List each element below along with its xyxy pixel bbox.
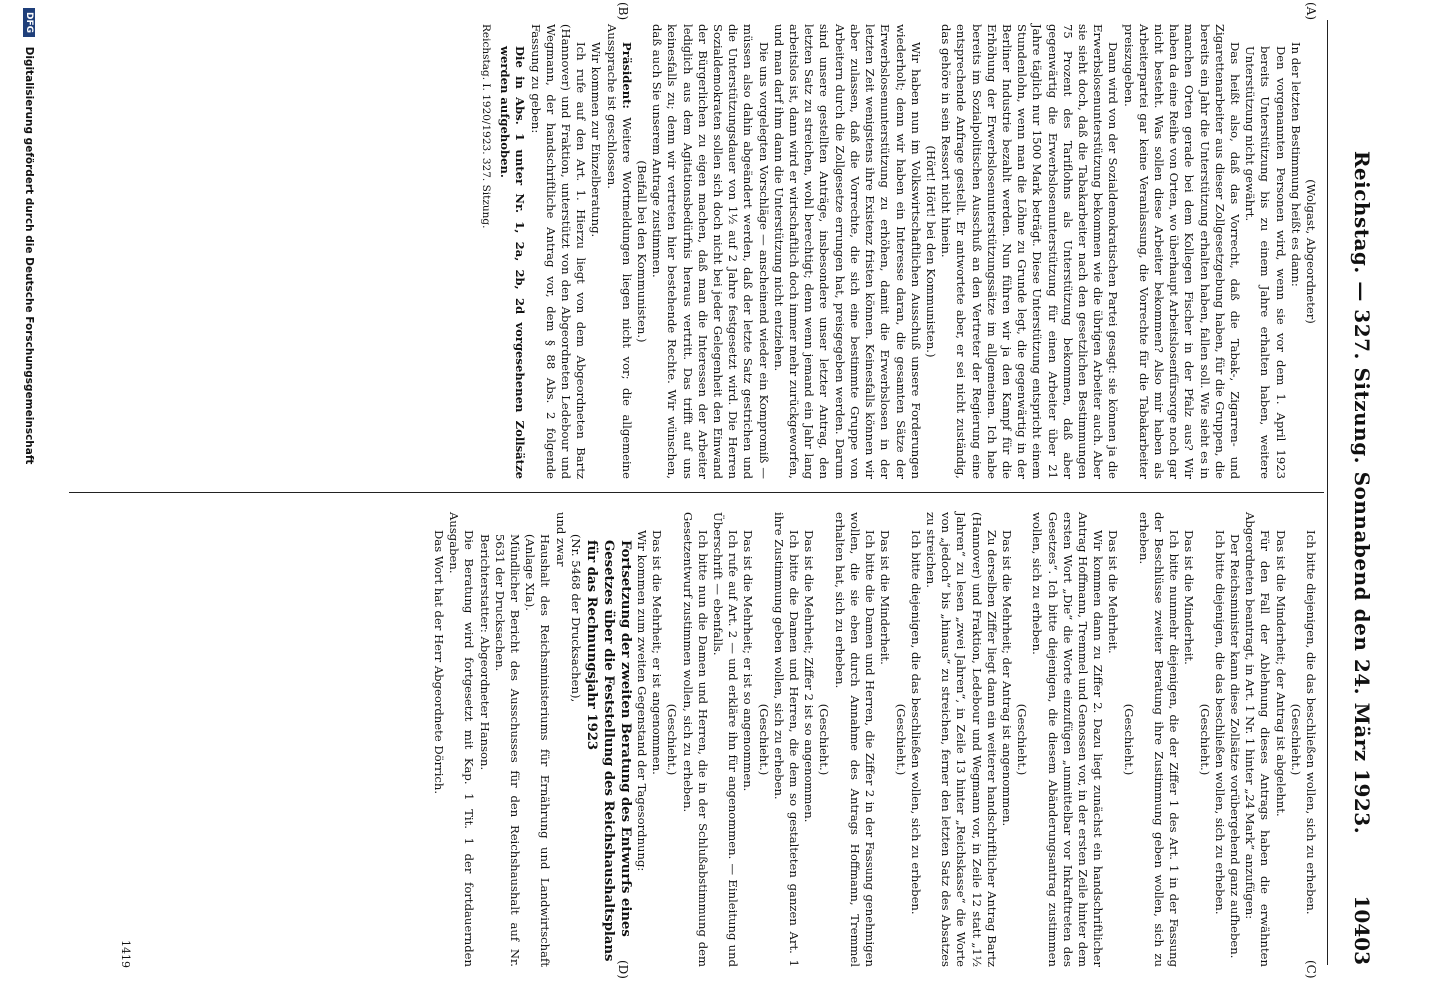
header-page-number: 10403 xyxy=(1350,895,1374,965)
paragraph: Das heißt also, daß das Vorrecht, daß die Tabak-, Zigarren- und Zigarettenarbeiter aus dieser Zollgesetzgebung haben, für die Gruppen, die bereits ein Jahr die Unterstützung erhalten haben, fallen soll. Wie sieht es in manchen Orten gerade bei dem Kollegen Fischer in der Pfalz aus? Wir haben da eine Reihe von Orten, wo überhaupt Arbeitslosenfürsorge noch gar nicht besteht. Was sollen diese Arbeiter bekommen? Also mir haben als Arbeiterpartei gar keine Veranlassung, die Vorrechte für die Tabakarbeiter preiszugeben. xyxy=(1121,24,1242,479)
column-divider xyxy=(69,492,1324,493)
right-column xyxy=(431,512,1318,967)
page-header xyxy=(1340,20,1380,965)
quotation: Den vorgenannten Personen wird, wenn sie vor dem 1. April 1923 bereits Unterstützung bis zu einem Jahre erhalten haben, weitere Unterstützung nicht gewährt. xyxy=(1243,46,1288,479)
paragraph: Dann wird von der Sozialdemokratischen Partei gesagt: sie können ja die Erwerbslosenunterstützung bekommen wie die übrigen Arbeiter auch. Aber sie sieht doch, daß die Tabakarbeiter nach den gesetzlichen Bestimmungen 75 Prozent des Tariflohns als Unterstützung bekommen, daß aber gegenwärtig die Erwerbslosenunterstützung für einen Arbeiter über 21 Jahre täglich nur 1500 Mark beträgt. Diese Unterstützung entspricht einem Stundenlohn, wenn man die Löhne zu Grunde legt, die gegenwärtig in der Berliner Industrie bezahlt werden. Nun führen wir ja den Kampf für die Erhöhung der Erwerbslosenunterstützungssätze im allgemeinen. Ich habe bereits im Sozialpolitischen Ausschuß an den Vertreter der Regierung eine entsprechende Anfrage gestellt. Er antwortete aber, er sei nicht zuständig, das gehöre in sein Ressort nicht hinein. xyxy=(939,24,1121,479)
paragraph: Das ist die Minderheit. xyxy=(1182,530,1197,665)
sheet-number: 1419 xyxy=(119,940,132,968)
remark: (Geschieht.) xyxy=(1121,703,1136,776)
interjection: (Hört! Hört! bei den Kommunisten.) xyxy=(923,145,938,358)
paragraph: und zwar xyxy=(553,512,568,567)
paragraph: Das ist die Minderheit; der Antrag ist abgelehnt. xyxy=(1273,530,1288,817)
remark: (Geschieht.) xyxy=(893,703,908,776)
paragraph: Ich bitte die Damen und Herren, die dem so gestalteten ganzen Art. 1 ihre Zustimmung geben wollen, sich zu erheben. xyxy=(771,512,802,967)
speaker-name: Präsident: xyxy=(619,42,634,109)
header-title: Reichstag. — 327. Sitzung. Sonnabend den 24. März 1923. xyxy=(1350,150,1374,835)
left-column xyxy=(478,24,1318,479)
paragraph: Ich rufe auf Art. 2 — und erkläre ihn für angenommen. — Einleitung und Überschrift — ebenfalls. xyxy=(711,512,741,967)
paragraph: Ich bitte nun die Damen und Herren, die in der Schlußabstimmung dem Gesetzentwurf zustimmen wollen, sich zu erheben. xyxy=(680,512,710,967)
paragraph: Ich bitte nunmehr diejenigen, die der Ziffer 1 des Art. 1 in der Fassung der Beschlüsse zweiter Beratung ihre Zustimmung geben wollen, sich zu erheben. xyxy=(1136,512,1182,967)
paragraph: Ich rufe auf den Art. 1. Hierzu liegt von dem Abgeordneten Bartz (Hannover) und Fraktion, unterstützt von den Abgeordneten Ledebour und Wegmann, der handschriftliche Antrag vor, dem § 88 Abs. 2 folgende Fassung zu geben: xyxy=(528,24,589,479)
remark: (Geschieht.) xyxy=(756,703,771,776)
paragraph: Wir haben nun im Volkswirtschaftlichen Ausschuß unsere Forderungen wiederholt; denn wir haben ein Interesse daran, die gesamten Sätze der Erwerbslosenunterstützung zu erhöhen, damit die Erwerbslosen in der letzten Zeit wenigstens ihre Existenz fristen können. Keinesfalls können wir aber zulassen, daß die Vorrechte, die sich eine bestimmte Gruppe von Arbeitern durch die Zollgesetze errungen hat, preisgegeben werden. Darum sind unsere gestellten Anträge, insbesondere unser letzter Antrag, den letzten Satz zu streichen, wohl berechtigt; denn wenn jemand ein Jahr lang arbeitslos ist, dann wird er wirtschaftlich doch immer mehr zurückgeworfen, und man darf ihm dann die Unterstützung nicht entziehen. xyxy=(771,24,923,479)
digitization-credit xyxy=(13,0,35,985)
paragraph: Für den Fall der Ablehnung dieses Antrags haben die erwähnten Abgeordneten beantragt, in Art. 1 Nr. 1 hinter „24 Mark“ anzufügen: xyxy=(1243,512,1273,967)
agenda-reference: (Nr. 5468 der Drucksachen), xyxy=(568,534,583,703)
paragraph: Das ist die Mehrheit. xyxy=(1106,530,1121,654)
paragraph: Das ist die Mehrheit; der Antrag ist angenommen. xyxy=(999,530,1014,827)
agenda-item: Mündlicher Bericht des Ausschusses für den Reichshaushalt auf Nr. 5631 der Drucksachen. xyxy=(492,534,523,967)
paragraph: Das ist die Mehrheit; Ziffer 2 ist so angenommen. xyxy=(802,530,817,823)
paragraph: Das Wort hat der Herr Abgeordnete Dörrich. xyxy=(432,530,447,795)
paragraph: Zu derselben Ziffer liegt dann ein weiterer handschriftlicher Antrag Bartz (Hannover) und Fraktion, Ledebour und Wegmann vor, in Zeile 12 statt „1½ Jahren“ zu lesen „zwei Jahren“, in Zeile 13 hinter „Reichskasse“ die Worte von „jedoch“ bis „hinaus“ zu streichen, ferner den letzten Satz des Absatzes zu streichen. xyxy=(923,512,999,967)
president-paragraph xyxy=(603,24,633,479)
remark: (Geschieht.) xyxy=(665,703,680,776)
paragraph: Ich bitte diejenigen, die das beschließen wollen, sich zu erheben. xyxy=(1212,530,1227,915)
speaker-line: (Wolgast, Abgeordneter) xyxy=(1304,179,1318,324)
motion-text: Die in Abs. 1 unter Nr. 1, 2a, 2b, 2d vorgesehenen Zollsätze werden aufgehoben. xyxy=(498,46,528,479)
quotation: Der Reichsminister kann diese Zollsätze vorübergehend ganz aufheben. xyxy=(1227,534,1242,959)
header-rule xyxy=(1327,20,1328,965)
paragraph: Das ist die Minderheit. xyxy=(878,530,893,665)
margin-marker-c: (C) xyxy=(1304,960,1318,979)
agenda-item: Haushalt des Reichsministeriums für Ernährung und Landwirtschaft (Anlage XIa). xyxy=(523,534,553,967)
paragraph: Das ist die Mehrheit; er ist angenommen. xyxy=(650,530,665,775)
remark: (Geschieht.) xyxy=(817,703,832,776)
paragraph: Die uns vorgelegten Vorschläge — anscheinend wieder ein Kompromiß — müssen also dahin abgeändert werden, daß der letzte Satz gestrichen und die Unterstützungsdauer von 1½ auf 2 Jahre festgesetzt wird. Die Herren Sozialdemokraten sollen sich doch nicht bei jeder Gelegenheit den Einwand der Bürgerlichen zu eigen machen, daß man die Interessen der Arbeiter lediglich aus dem Agitationsbedürfnis heraus vertritt. Das trifft auf uns keinesfalls zu; denn wir vertreten hier bestehende Rechte. Wir wünschen, daß auch Sie unserem Antrage zustimmen. xyxy=(650,24,771,479)
margin-marker-b: (B) xyxy=(616,2,630,21)
paragraph: Ich bitte diejenigen, die das beschließen wollen, sich zu erheben. xyxy=(1304,530,1318,915)
paragraph: Ich bitte diejenigen, die das beschließen wollen, sich zu erheben. xyxy=(908,530,923,915)
paragraph: Wir kommen dann zu Ziffer 2. Dazu liegt zunächst ein handschriftlicher Antrag Hoffmann, Tremmel und Genossen vor, in der ersten Zeile hinter dem ersten Wort „Die“ die Worte einzufügen „unmittelbar vor Inkrafttreten des Gesetzes“. Ich bitte diejenigen, die diesem Abänderungsantrag zustimmen wollen, sich zu erheben. xyxy=(1030,512,1106,967)
agenda-title: Fortsetzung der zweiten Beratung des Entwurfs eines Gesetzes über die Feststellung des Reichshaushaltsplans für das Rechnungsjahr 1923 xyxy=(583,540,633,962)
remark: (Geschieht.) xyxy=(1288,703,1303,776)
paragraph: Das ist die Mehrheit; er ist so angenommen. xyxy=(741,530,756,792)
remark: (Geschieht.) xyxy=(1197,703,1212,776)
agenda-item: Berichterstatter: Abgeordneter Hanson. xyxy=(477,534,492,771)
margin-marker-d: (D) xyxy=(616,960,630,979)
credit-text: Digitalisierung gefördert durch die Deutsche Forschungsgemeinschaft xyxy=(23,46,35,465)
remark: (Geschieht.) xyxy=(1015,703,1030,776)
page-footer: Reichstag. I. 1920/1923. 327. Sitzung. xyxy=(480,24,493,229)
paragraph: Wir kommen zum zweiten Gegenstand der Tagesordnung: xyxy=(635,530,650,872)
paragraph: Die Beratung wird fortgesetzt mit Kap. 1 Tit. 1 der fortdauernden Ausgaben. xyxy=(447,512,477,967)
paragraph-text: Weitere Wortmeldungen liegen nicht vor; die allgemeine Aussprache ist geschlossen. xyxy=(604,24,634,479)
interjection: (Beifall bei den Kommunisten.) xyxy=(635,160,650,343)
paragraph: Wir kommen zur Einzelberatung. xyxy=(589,42,604,238)
dfg-logo: DFG xyxy=(23,8,35,37)
paragraph: Ich bitte die Damen und Herren, die Ziffer 2 in der Fassung genehmigen wollen, die sie eben durch Annahme des Antrags Hoffmann, Tremmel erhalten hat, sich zu erheben. xyxy=(832,512,878,967)
paragraph: In der letzten Bestimmung heißt es dann: xyxy=(1288,42,1303,287)
margin-marker-a: (A) xyxy=(1304,2,1318,21)
